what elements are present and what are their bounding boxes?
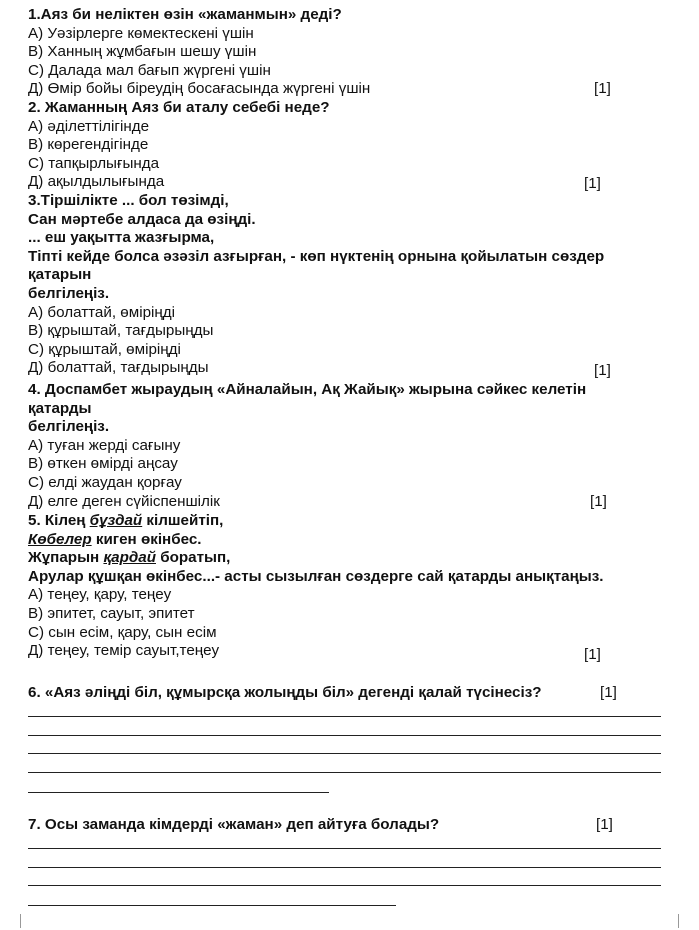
question-4 (28, 381, 678, 511)
question-4-option-c: С) елді жаудан қорғау (28, 473, 182, 491)
question-1 (28, 6, 678, 99)
question-1-title: 1.Аяз би неліктен өзін «жаманмын» деді? (28, 6, 342, 23)
question-2-option-b: В) көрегендігінде (28, 136, 149, 154)
answer-line[interactable] (28, 772, 661, 773)
underlined-word-2: Көбелер (28, 530, 92, 548)
answer-line[interactable] (28, 792, 329, 793)
question-4-option-a: А) туған жерді сағыну (28, 436, 181, 454)
question-3-option-c: С) құрыштай, өміріңді (28, 340, 181, 358)
question-2-option-d: Д) ақылдылығында (28, 173, 165, 191)
question-4-option-b: В) өткен өмірді аңсау (28, 455, 178, 473)
underlined-word-1: бұздай (89, 512, 143, 529)
question-4-score: [1] (590, 493, 607, 510)
question-5-line-1-pre: 5. Кілең (28, 512, 90, 529)
question-3-option-a: А) болаттай, өміріңді (28, 303, 176, 321)
question-2-option-a: А) әділеттілігінде (28, 117, 150, 135)
question-5 (28, 512, 678, 661)
question-3 (28, 192, 678, 378)
question-5-score: [1] (584, 646, 601, 663)
question-5-line-3-post: боратып, (155, 549, 231, 567)
question-1-option-d: Д) Өмір бойы біреудің босағасында жүргені үшін (28, 80, 371, 98)
crop-mark-left (6, 914, 21, 928)
question-4-line-2: қатарды (28, 399, 92, 417)
question-5-option-d: Д) теңеу, темір сауыт,теңеу (28, 642, 220, 660)
question-5-option-a: А) теңеу, қару, теңеу (28, 586, 172, 604)
question-3-line-6: белгілеңіз. (28, 284, 110, 302)
answer-line[interactable] (28, 735, 661, 736)
question-3-option-d: Д) болаттай, тағдырыңды (28, 359, 209, 377)
question-2-score: [1] (584, 175, 601, 192)
question-5-option-b: В) эпитет, сауыт, эпитет (28, 604, 195, 622)
crop-mark-right (678, 914, 693, 928)
question-7-score: [1] (596, 816, 613, 833)
question-3-option-b: В) құрыштай, тағдырыңды (28, 322, 214, 340)
question-3-line-4: Тіпті кейде болса әзәзіл азғырған, - көп нүктенің орнына қойылатын сөздер (28, 247, 605, 265)
question-5-line-3-pre: Жұпарын (28, 549, 104, 567)
answer-line[interactable] (28, 905, 396, 906)
question-5-option-c: С) сын есім, қару, сын есім (28, 623, 217, 641)
question-2 (28, 99, 678, 192)
question-3-score: [1] (594, 362, 611, 379)
question-1-option-a: А) Уәзірлерге көмектескені үшін (28, 24, 254, 42)
underlined-word-3: қардай (103, 549, 156, 567)
question-7-title: 7. Осы заманда кімдерді «жаман» деп айтуға болады? (28, 816, 440, 833)
question-4-option-d: Д) елге деген сүйіспеншілік (28, 492, 220, 510)
question-1-option-b: В) Ханның жұмбағын шешу үшін (28, 43, 257, 61)
question-3-line-3: ... еш уақытта жазғырма, (28, 229, 215, 247)
question-1-score: [1] (594, 80, 611, 97)
question-5-line-1-post: кілшейтіп, (142, 512, 224, 529)
question-3-line-2: Сан мәртебе алдаса да өзіңді. (28, 210, 256, 228)
question-2-title: 2. Жаманның Аяз би аталу себебі неде? (28, 99, 330, 116)
question-6 (28, 684, 678, 703)
question-5-line-2-post: киген өкінбес. (91, 530, 202, 548)
question-6-title: 6. «Аяз әліңді біл, құмырсқа жолыңды біл» дегенді қалай түсінесіз? (28, 684, 542, 701)
question-5-line-4: Арулар құшқан өкінбес...- асты сызылған сөздерге сай қатарды анықтаңыз. (28, 567, 604, 585)
question-2-option-c: С) тапқырлығында (28, 154, 160, 172)
question-4-line-3: белгілеңіз. (28, 418, 110, 436)
question-5-line-2 (28, 531, 678, 550)
answer-line[interactable] (28, 848, 661, 849)
answer-line[interactable] (28, 716, 661, 717)
question-5-line-3 (28, 549, 678, 568)
question-1-option-c: С) Далада мал бағып жүргені үшін (28, 61, 271, 79)
question-6-score: [1] (600, 684, 617, 701)
answer-line[interactable] (28, 885, 661, 886)
question-7 (28, 816, 678, 835)
answer-line[interactable] (28, 753, 661, 754)
question-3-line-1: 3.Тіршілікте ... бол төзімді, (28, 192, 229, 209)
question-4-line-1: 4. Доспамбет жыраудың «Айналайын, Ақ Жайық» жырына сәйкес келетін (28, 381, 587, 398)
question-3-line-5: қатарын (28, 266, 92, 284)
answer-line[interactable] (28, 867, 661, 868)
question-5-line-1 (28, 512, 678, 531)
